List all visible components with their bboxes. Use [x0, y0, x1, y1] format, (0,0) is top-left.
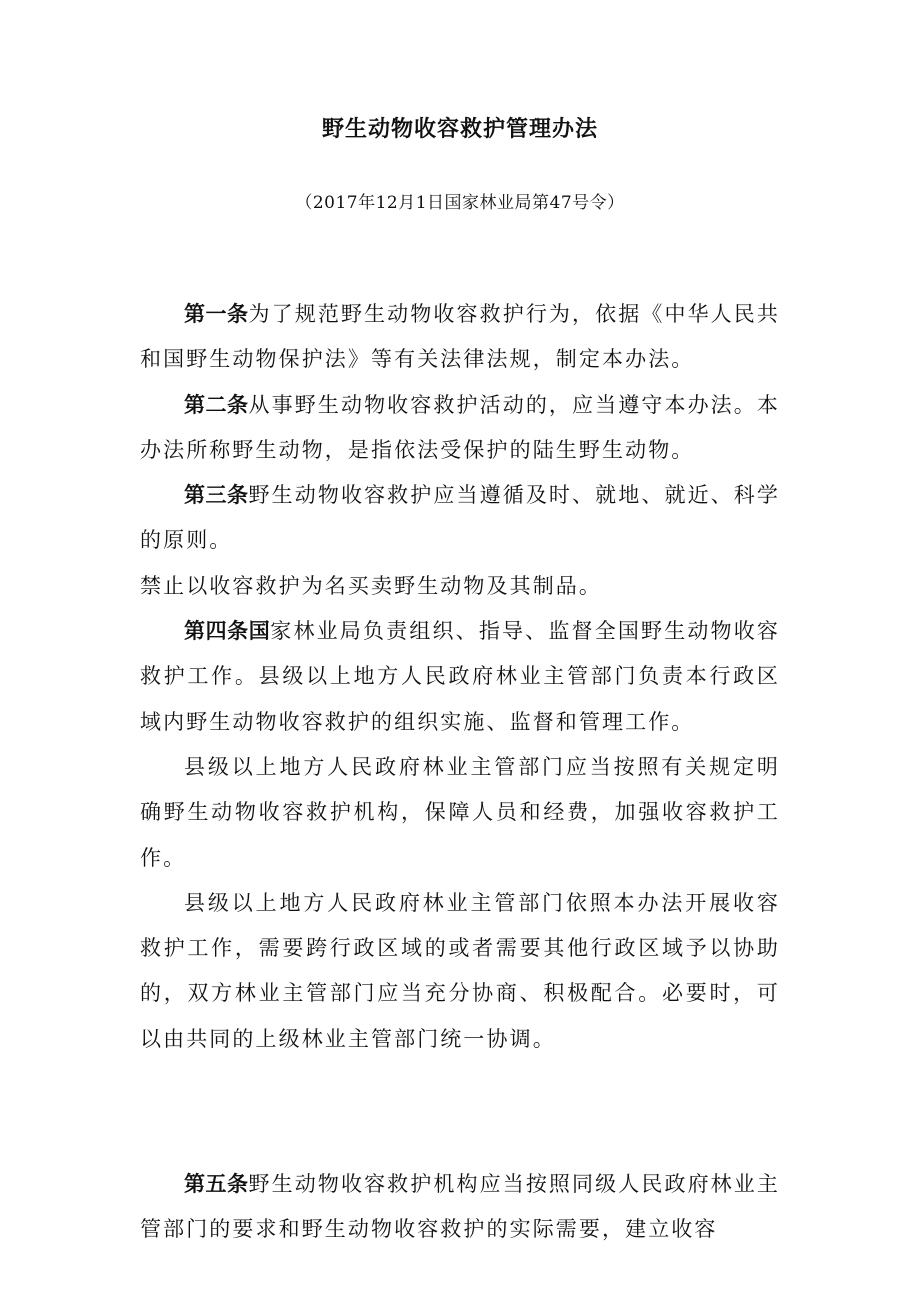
article-4-clause-2: 县级以上地方人民政府林业主管部门应当按照有关规定明确野生动物收容救护机构，保障人员和经费，加强收容救护工作。	[140, 754, 780, 870]
article-3	[140, 473, 780, 564]
article-2	[140, 383, 780, 474]
article-text: 野生动物收容救护机构应当按照同级人民政府林业主管部门的要求和野生动物收容救护的实际需要，建立收容	[140, 1172, 780, 1242]
section-spacer	[140, 1062, 780, 1162]
article-label: 第二条	[184, 392, 249, 417]
article-text: 从事野生动物收容救护活动的，应当遵守本办法。本办法所称野生动物，是指依法受保护的陆生野生动物。	[140, 392, 780, 462]
document-title: 野生动物收容救护管理办法	[321, 117, 598, 142]
article-4	[140, 609, 780, 745]
article-5	[140, 1162, 780, 1253]
article-text: 野生动物收容救护应当遵循及时、就地、就近、科学的原则。	[140, 483, 780, 553]
article-label: 第一条	[184, 302, 249, 326]
article-label: 第五条	[184, 1172, 249, 1197]
document-subtitle: （2017年12月1日国家林业局第47号令）	[295, 193, 625, 213]
document-body	[140, 292, 780, 1253]
article-1	[140, 292, 780, 383]
article-4-clause-3: 县级以上地方人民政府林业主管部门依照本办法开展收容救护工作，需要跨行政区域的或者需要其他行政区域予以协助的，双方林业主管部门应当充分协商、积极配合。必要时，可以由共同的上级林业主管部门统一协调。	[140, 890, 780, 1051]
article-text: 为了规范野生动物收容救护行为，依据《中华人民共和国野生动物保护法》等有关法律法规，制定本办法。	[140, 302, 780, 372]
article-label: 第四条国	[184, 619, 271, 644]
article-label: 第三条	[184, 483, 249, 508]
article-text: 家林业局负责组织、指导、监督全国野生动物收容救护工作。县级以上地方人民政府林业主管部门负责本行政区域内野生动物收容救护的组织实施、监督和管理工作。	[140, 619, 781, 734]
article-3-clause: 禁止以收容救护为名买卖野生动物及其制品。	[140, 573, 602, 598]
